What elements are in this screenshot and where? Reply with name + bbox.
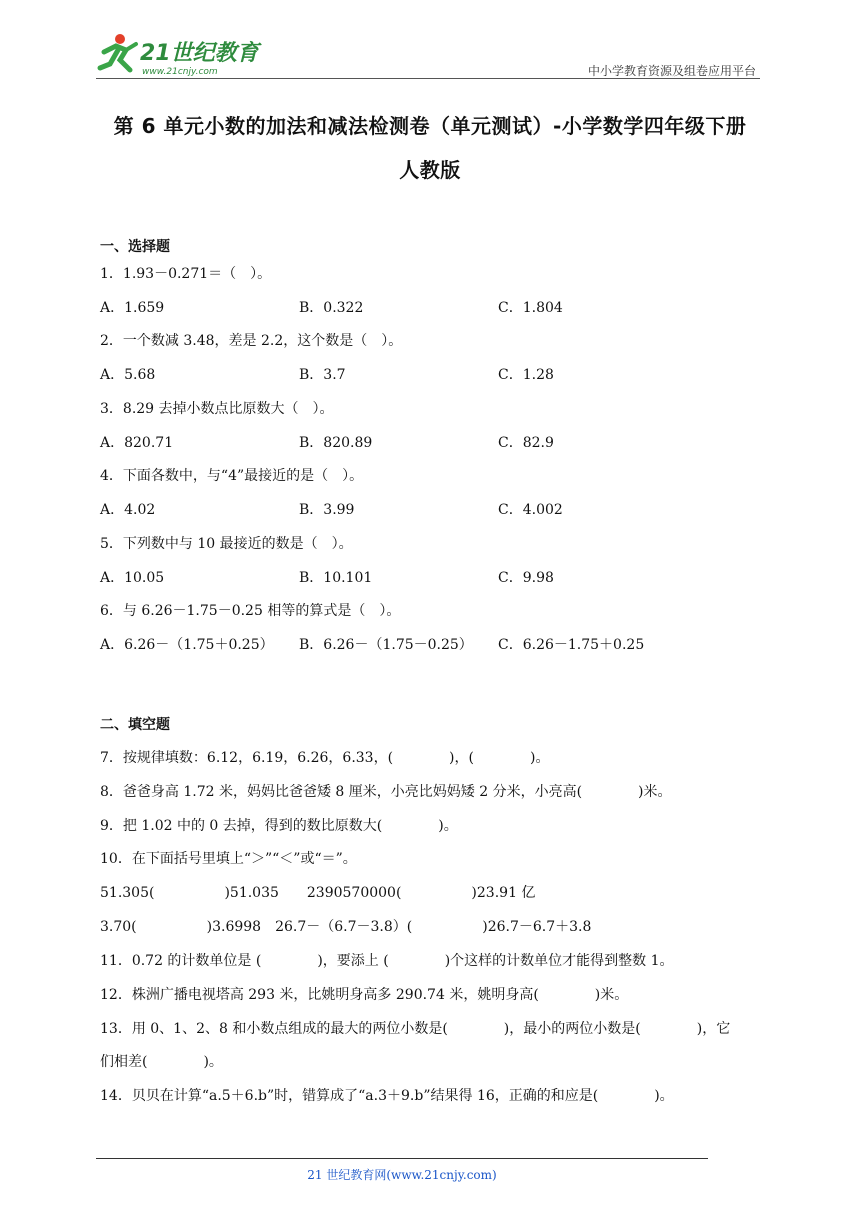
option-b: B．3.99 [299,502,355,518]
logo-21cnjy-icon [96,30,266,76]
section-heading-choice: 一、选择题 [100,239,170,255]
footer-divider [96,1158,708,1159]
question-10-row-2: 3.70( )3.6998 26.7－（6.7－3.8）( )26.7－6.7＋3.8 [100,919,592,935]
question-13-cont: 们相差( )。 [100,1054,223,1070]
footer-link[interactable]: 21 世纪教育网(www.21cnjy.com) [307,1168,497,1182]
question-10-row-1: 51.305( )51.035 2390570000( )23.91 亿 [100,885,536,901]
option-c: C．82.9 [498,435,554,451]
page-title-line2: 人教版 [399,158,461,182]
question-11: 11．0.72 的计数单位是 ( )，要添上 ( )个这样的计数单位才能得到整数 1。 [100,953,674,969]
question-2: 2．一个数减 3.48，差是 2.2，这个数是（ ）。 [100,333,403,349]
question-13: 13．用 0、1、2、8 和小数点组成的最大的两位小数是( )，最小的两位小数是( )，它 [100,1021,731,1037]
question-9: 9．把 1.02 中的 0 去掉，得到的数比原数大( )。 [100,818,458,834]
option-a: A．1.659 [100,300,165,316]
option-c: C．4.002 [498,502,563,518]
question-8: 8．爸爸身高 1.72 米，妈妈比爸爸矮 8 厘米，小亮比妈妈矮 2 分米，小亮高( )米。 [100,784,672,800]
option-b: B．3.7 [299,367,346,383]
question-6: 6．与 6.26－1.75－0.25 相等的算式是（ ）。 [100,603,401,619]
section-heading-fill: 二、填空题 [100,717,170,733]
option-c: C．9.98 [498,570,554,586]
question-10: 10．在下面括号里填上“＞”“＜”或“＝”。 [100,851,357,867]
question-4: 4．下面各数中，与“4”最接近的是（ ）。 [100,468,364,484]
header-divider [96,78,760,79]
question-7: 7．按规律填数：6.12，6.19，6.26，6.33，( )，( )。 [100,750,550,766]
page-header [96,30,760,78]
option-b: B．6.26－（1.75－0.25） [299,637,473,653]
platform-text: 中小学教育资源及组卷应用平台 [587,64,756,78]
question-3: 3．8.29 去掉小数点比原数大（ ）。 [100,401,334,417]
option-c: C．1.804 [498,300,563,316]
option-b: B．10.101 [299,570,373,586]
option-a: A．5.68 [100,367,156,383]
option-b: B．820.89 [299,435,373,451]
svg-text:21世纪教育: 21世纪教育 [140,41,259,66]
question-14: 14．贝贝在计算“a.5＋6.b”时，错算成了“a.3＋9.b”结果得 16，正确的和应是( )。 [100,1088,674,1104]
question-5: 5．下列数中与 10 最接近的数是（ ）。 [100,536,353,552]
svg-text:www.21cnjy.com: www.21cnjy.com [142,67,218,76]
option-a: A．10.05 [100,570,165,586]
option-a: A．4.02 [100,502,156,518]
page-title: 第 6 单元小数的加法和减法检测卷（单元测试）-小学数学四年级下册 [113,114,747,138]
question-12: 12．株洲广播电视塔高 293 米，比姚明身高多 290.74 米，姚明身高( )米。 [100,987,629,1003]
question-1: 1．1.93－0.271＝（ ）。 [100,266,272,282]
option-c: C．1.28 [498,367,554,383]
option-c: C．6.26－1.75＋0.25 [498,637,645,653]
option-a: A．6.26－（1.75＋0.25） [100,637,274,653]
option-a: A．820.71 [100,435,174,451]
option-b: B．0.322 [299,300,364,316]
